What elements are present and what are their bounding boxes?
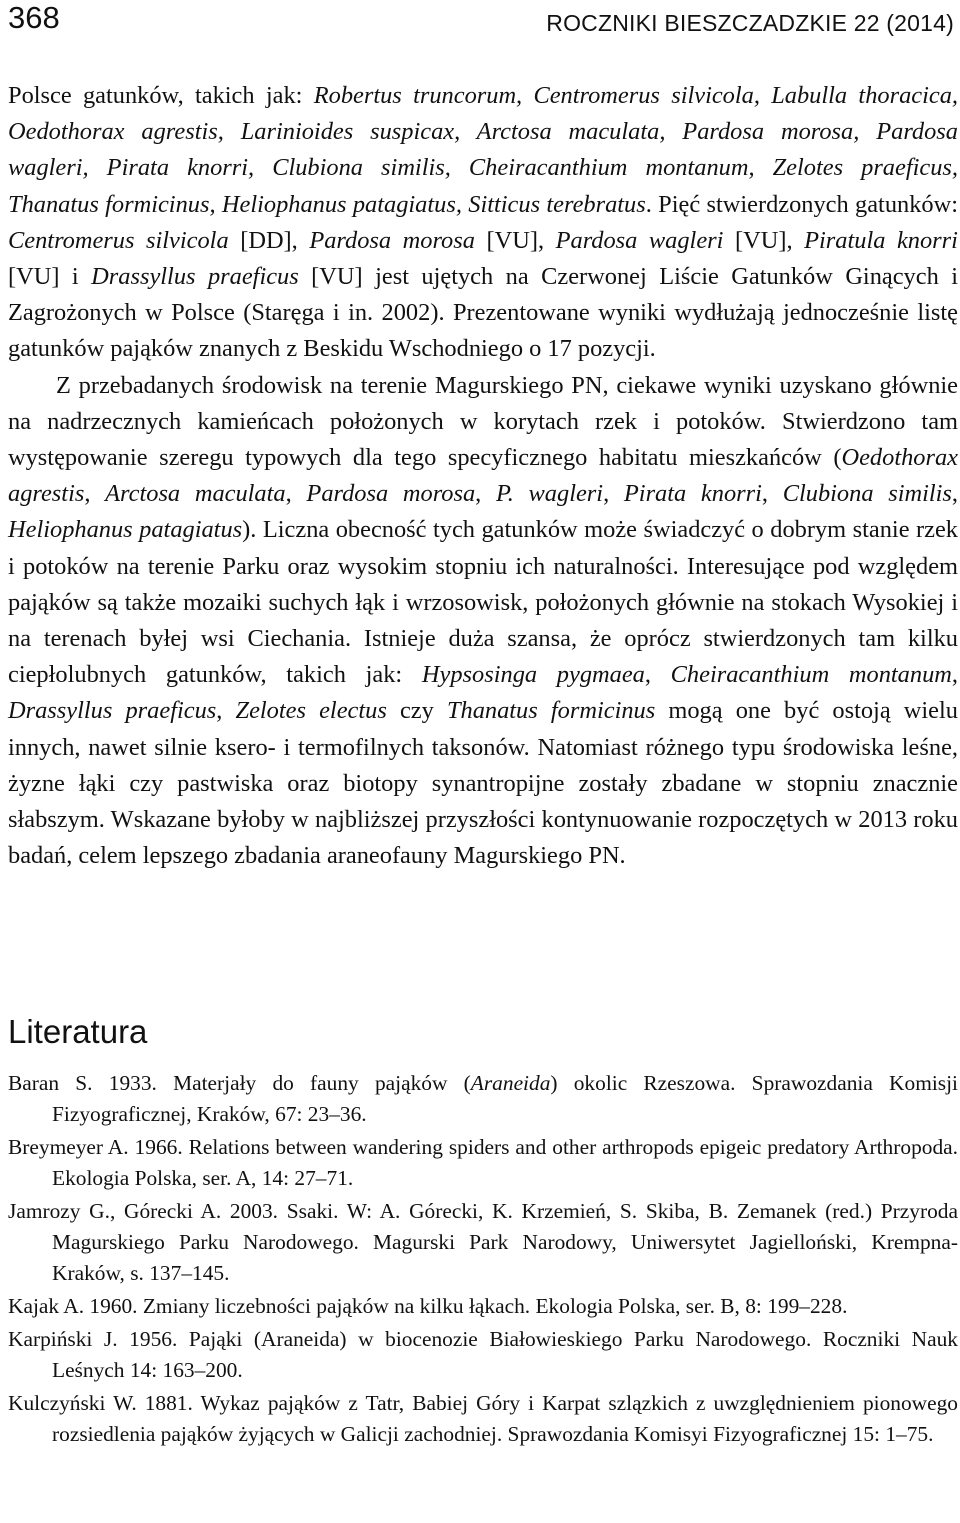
reference-entry [8, 1132, 958, 1194]
text-run: [VU], [474, 226, 556, 254]
page-number: 368 [8, 0, 60, 35]
text-run: [VU] jest ujętych na Czerwonej Liście Gatunków Ginących i Zagrożonych w Polsce (Staręga i in. 2002). Prezentowane wyniki wydłużają jednocześnie listę gatunków pająków znanych z Beskidu Wschodniego o 17 pozycji. [8, 263, 958, 363]
text-run: Kajak A. 1960. Zmiany liczebności pająków na kilku łąkach. Ekologia Polska, ser. B, 8: 199–228. [8, 1293, 848, 1318]
text-run: , [603, 480, 624, 508]
species-name: Robertus truncorum, Centromerus silvicola, Labulla thoracica, Oedothorax agrestis, Larinioides suspicax, Arctosa maculata, Pardosa morosa, Pardosa wagleri, Pirata knorri, Clubiona similis, Cheiracanthium montanum, Zelotes praeficus, Thanatus formicinus, Heliophanus patagiatus, Sitticus terebratus [8, 82, 958, 218]
text-run: ). Liczna obecność tych gatunków może świadczyć o dobrym stanie rzek i potoków na terenie Parku oraz wysokim stopniu ich naturalności. Interesujące pod względem pająków są także mozaiki suchych łąk i wrzosowisk, położonych głównie na stokach Wysokiej i na terenach byłej wsi Ciechania. Istnieje duża szansa, że oprócz stwierdzonych tam kilku ciepłolubnych gatunków, takich jak: [8, 516, 958, 689]
species-name: Oedothorax agrestis [8, 444, 958, 508]
reference-entry [8, 1388, 958, 1450]
text-run: [VU] i [8, 263, 92, 291]
text-run: ) okolic Rzeszowa. Sprawozdania Komisji Fizyograficznej, Kraków, 67: 23–36. [52, 1071, 958, 1127]
body-text [8, 78, 958, 874]
text-run: Jamrozy G., Górecki A. 2003. Ssaki. W: A. Górecki, K. Krzemień, S. Skiba, B. Zemanek (red.) Przyroda Magurskiego Parku Narodowego. Magurski Park Narodowy, Uniwersytet Jagielloński, Krempna-Kraków, s. 137–145. [8, 1198, 958, 1286]
reference-entry [8, 1068, 958, 1130]
species-name: Drassyllus praeficus [8, 697, 217, 725]
paragraph-discussion [8, 368, 958, 875]
reference-entry [8, 1291, 958, 1322]
species-name: Thanatus formicinus [446, 697, 656, 725]
text-run: , [216, 697, 236, 725]
species-name: Hypsosinga pygmaea [421, 661, 645, 689]
text-run: , [951, 661, 958, 689]
text-run: [DD], [228, 226, 310, 254]
text-run: mogą one być ostoją wielu innych, nawet silnie ksero- i termofilnych taksonów. Natomiast różnego typu środowiska leśne, żyzne łąki czy pastwiska oraz biotopy synantropijne zostały zbadane w stopniu znacznie słabszym. Wskazane byłoby w najbliższej przyszłości kontynuowanie rozpoczętych w 2013 roku badań, celem lepszego zbadania araneofauny Magurskiego PN. [8, 697, 958, 870]
text-run: Breymeyer A. 1966. Relations between wandering spiders and other arthropods epigeic predatory Arthropoda. Ekologia Polska, ser. A, 14: 27–71. [8, 1134, 958, 1191]
text-run: [VU], [723, 226, 805, 254]
species-name: Araneida [470, 1071, 551, 1095]
text-run: Baran S. 1933. Materjały do fauny pająków ( [8, 1071, 471, 1095]
species-name: Zelotes electus [235, 697, 387, 725]
species-name: Pirata knorri [623, 480, 762, 508]
species-name: Cheiracanthium montanum [670, 661, 952, 689]
reference-entry [8, 1196, 958, 1290]
species-name: P. wagleri [495, 480, 604, 508]
text-run: , [644, 661, 671, 689]
species-name: Pardosa morosa [306, 480, 476, 508]
text-run: , [285, 480, 307, 508]
species-name: Drassyllus praeficus [91, 263, 299, 291]
text-run: , [761, 480, 783, 508]
species-name: Piratula knorri [804, 226, 958, 254]
text-run: Karpiński J. 1956. Pająki (Araneida) w biocenozie Białowieskiego Parku Narodowego. Roczniki Nauk Leśnych 14: 163–200. [8, 1326, 958, 1382]
species-name: Pardosa morosa [309, 226, 475, 254]
text-run: czy [386, 697, 447, 725]
species-name: Arctosa maculata [105, 480, 286, 508]
paragraph-species-list [8, 78, 958, 368]
literature-heading: Literatura [8, 1013, 148, 1050]
species-name: Centromerus silvicola [8, 226, 229, 254]
species-name: Heliophanus patagiatus [8, 516, 243, 544]
text-run: . Pięć stwierdzonych gatunków: [645, 190, 958, 218]
reference-list [8, 1068, 958, 1451]
text-run: , [951, 480, 959, 508]
text-run: Polsce gatunków, takich jak: [8, 82, 314, 109]
text-run: , [475, 480, 496, 508]
species-name: Clubiona similis [782, 480, 952, 508]
text-run: Kulczyński W. 1881. Wykaz pająków z Tatr, Babiej Góry i Karpat szlązkich z uwzględnieniem pionowego rozsiedlenia pająków żyjących w Galicji zachodniej. Sprawozdania Komisyi Fizyograficznej 15: 1–75. [8, 1390, 958, 1446]
reference-entry [8, 1324, 958, 1386]
text-run: Z przebadanych środowisk na terenie Magurskiego PN, ciekawe wyniki uzyskano głównie na nadrzecznych kamieńcach położonych w korytach rzek i potoków. Stwierdzono tam występowanie szeregu typowych dla tego specyficznego habitatu mieszkańców ( [8, 371, 958, 472]
species-name: Pardosa wagleri [555, 226, 724, 254]
running-head-journal-title: ROCZNIKI BIESZCZADZKIE 22 (2014) [546, 10, 954, 36]
text-run: , [84, 480, 106, 508]
